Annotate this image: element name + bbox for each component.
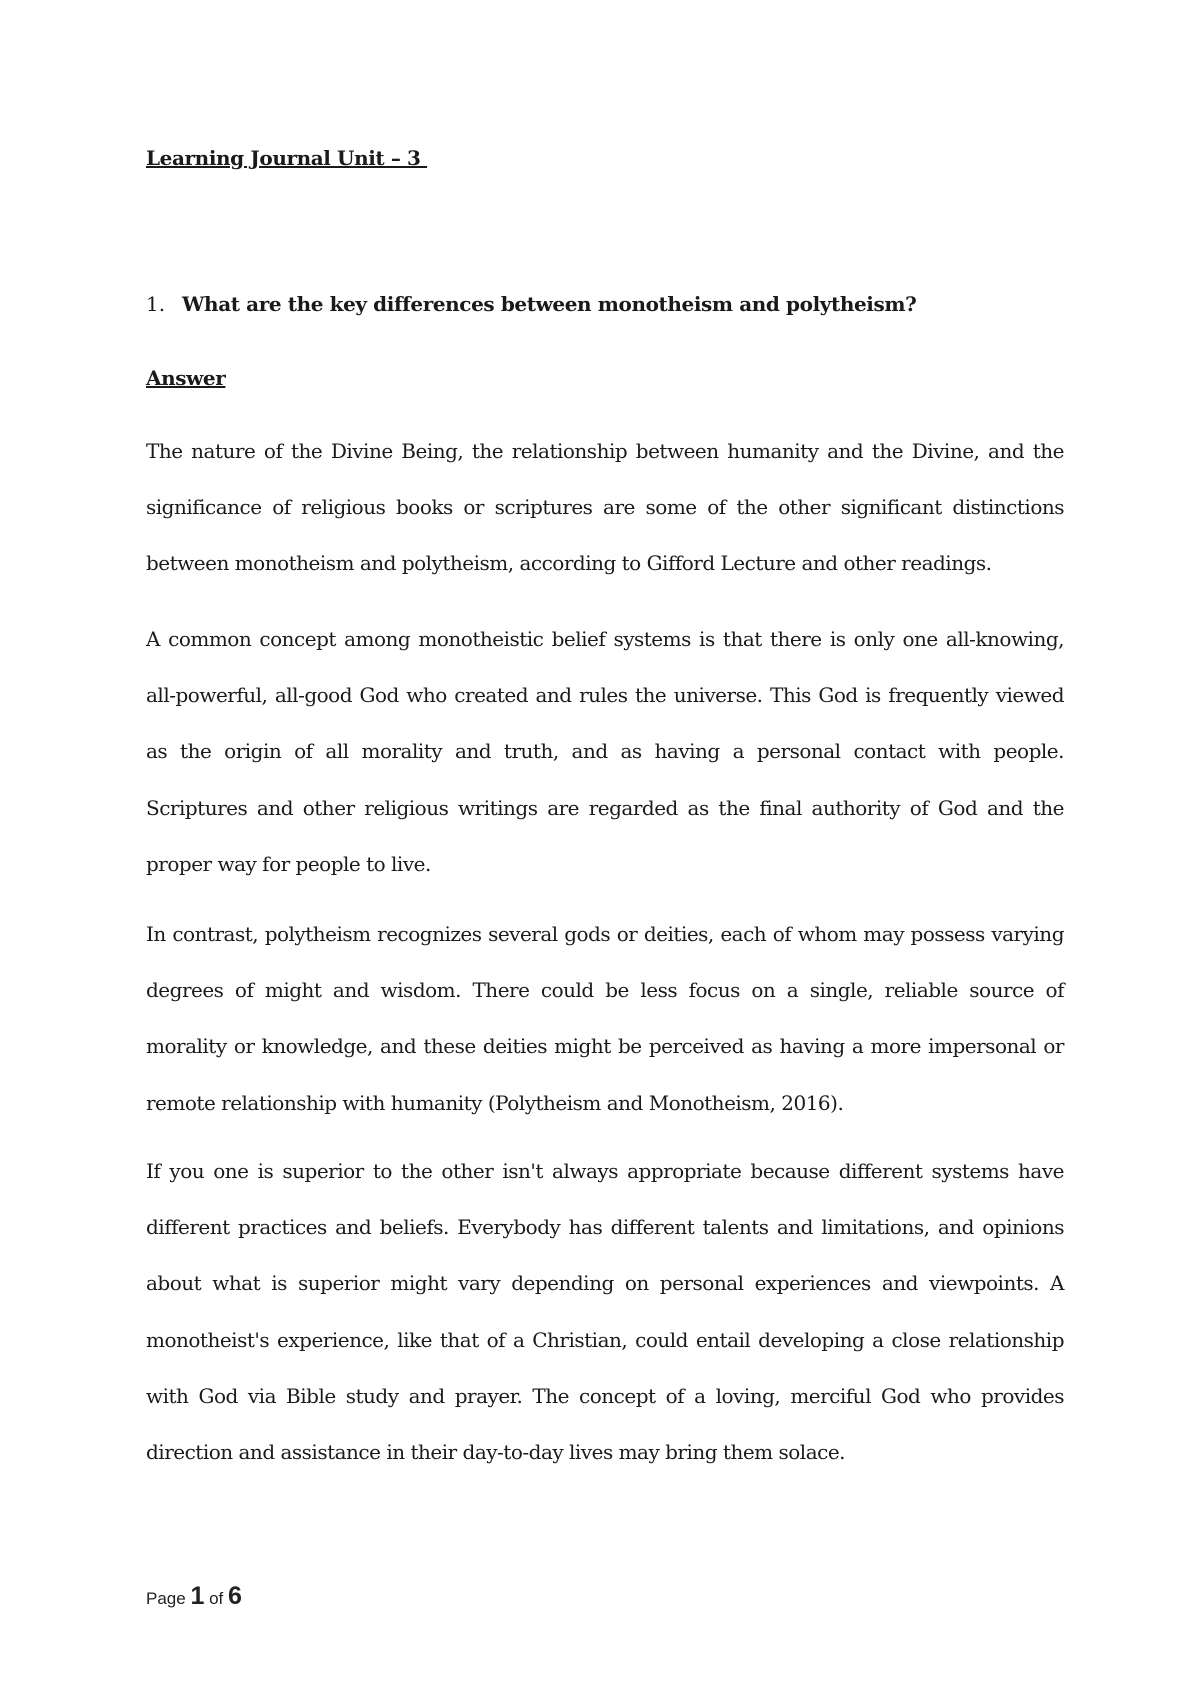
page-word: Page xyxy=(146,1589,186,1608)
document-title: Learning Journal Unit – 3 xyxy=(146,146,428,170)
paragraph: In contrast, polytheism recognizes several gods or deities, each of whom may possess varying degrees of might and wisdom. There could be less focus on a single, reliable source of morality or knowledge, and these deities might be perceived as having a more impersonal or remote relationship with humanity (Polytheism and Monotheism, 2016). xyxy=(146,922,1064,1115)
of-word: of xyxy=(209,1589,224,1608)
paragraph: A common concept among monotheistic belief systems is that there is only one all-knowing, all-powerful, all-good God who created and rules the universe. This God is frequently viewed as the origin of all morality and truth, and as having a personal contact with people. Scriptures and other religious writings are regarded as the final authority of God and the proper way for people to live. xyxy=(146,627,1064,876)
question-number: 1. xyxy=(146,292,166,316)
question-text: What are the key differences between monotheism and polytheism? xyxy=(182,292,917,316)
total-pages-number: 6 xyxy=(228,1582,242,1610)
answer-heading: Answer xyxy=(146,366,226,390)
paragraph: The nature of the Divine Being, the relationship between humanity and the Divine, and the significance of religious books or scriptures are some of the other significant distinctions between monotheism and polytheism, according to Gifford Lecture and other readings. xyxy=(146,439,1064,576)
paragraph: If you one is superior to the other isn't always appropriate because different systems have different practices and beliefs. Everybody has different talents and limitations, and opinions about what is superior might vary depending on personal experiences and viewpoints. A monotheist's experience, like that of a Christian, could entail developing a close relationship with God via Bible study and prayer. The concept of a loving, merciful God who provides direction and assistance in their day-to-day lives may bring them solace. xyxy=(146,1159,1064,1465)
current-page-number: 1 xyxy=(190,1582,205,1610)
question xyxy=(146,292,916,316)
page-number-footer xyxy=(146,1582,242,1611)
